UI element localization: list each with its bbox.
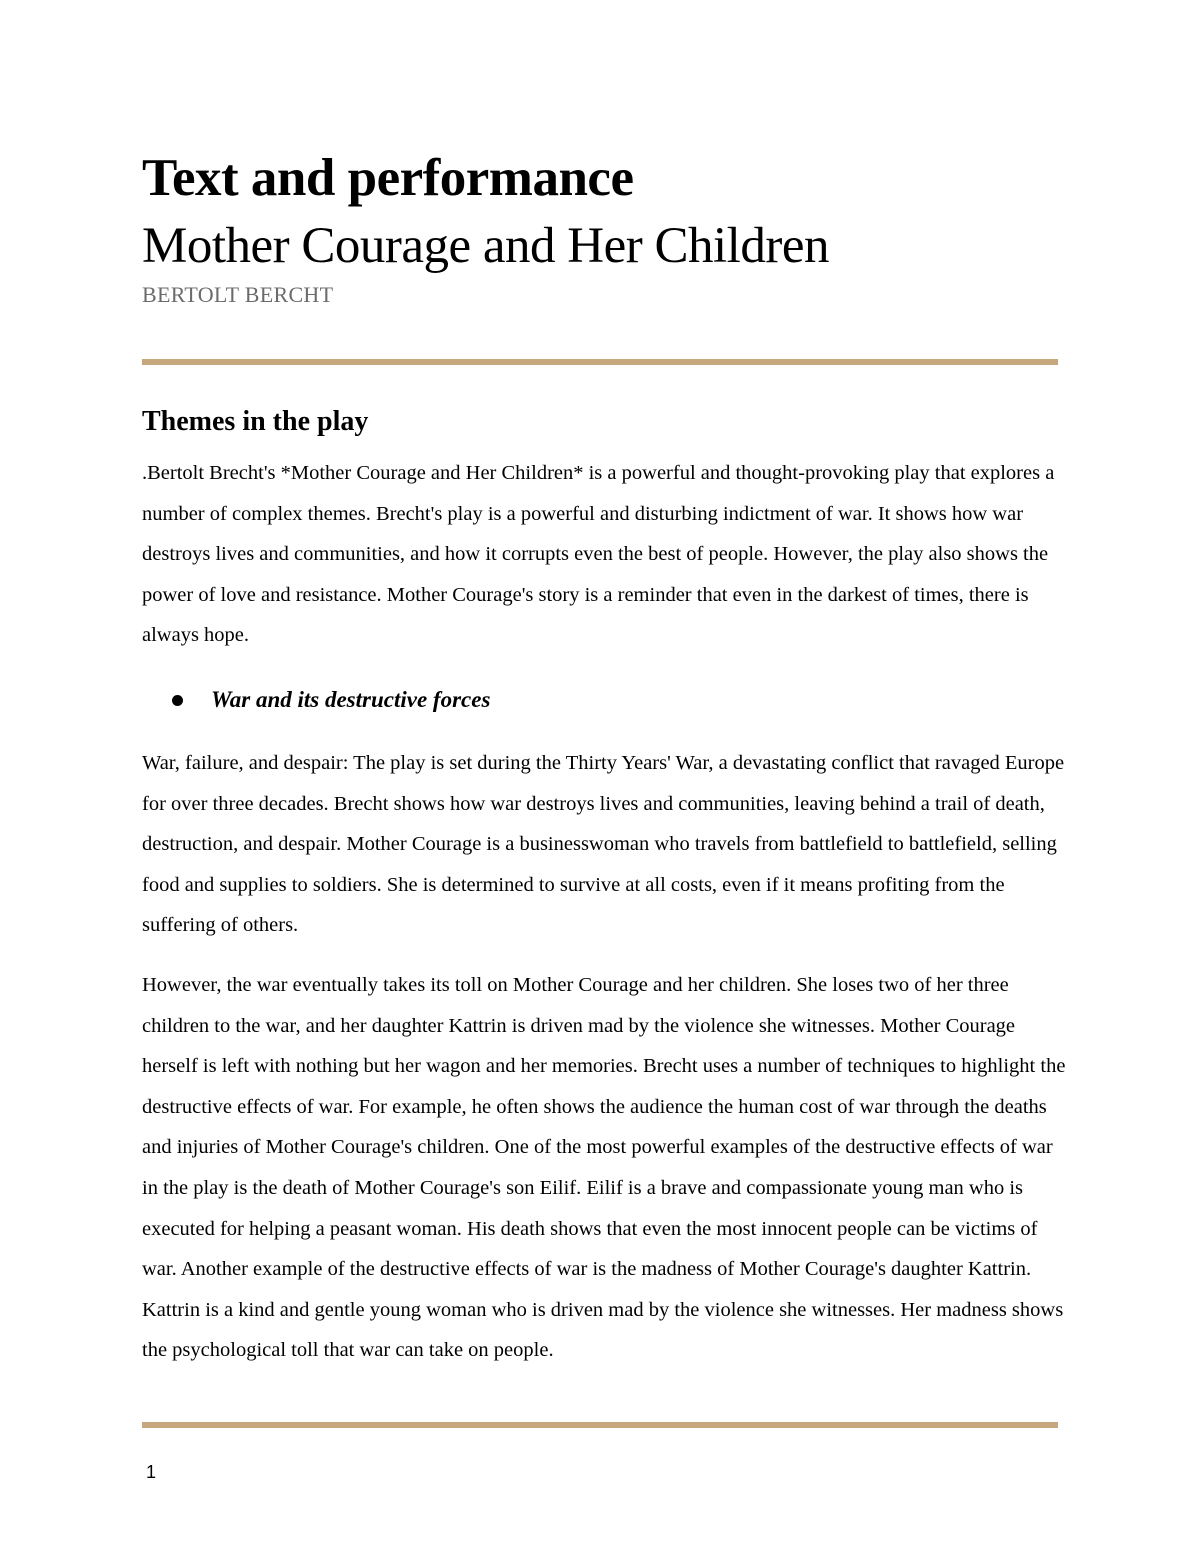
document-title: Text and performance [142, 149, 634, 207]
body-paragraph-3: However, the war eventually takes its toll on Mother Courage and her children. She loses two of her three children to the war, and her daughter Kattrin is driven mad by the violence she witnesses. Mother Courage herself is left with nothing but her wagon and her memories. Brecht uses a number of techniques to highlight the destructive effects of war. For example, he often shows the audience the human cost of war through the deaths and injuries of Mother Courage's children. One of the most powerful examples of the destructive effects of war in the play is the death of Mother Courage's son Eilif. Eilif is a brave and compassionate young man who is executed for helping a peasant woman. His death shows that even the most innocent people can be victims of war. Another example of the destructive effects of war is the madness of Mother Courage's daughter Kattrin. Kattrin is a kind and gentle young woman who is driven mad by the violence she witnesses. Her madness shows the psychological toll that war can take on people. [142, 974, 1066, 1362]
bullet-item [172, 682, 490, 718]
section-heading: Themes in the play [142, 406, 369, 437]
bullet-icon [172, 695, 183, 706]
intro-paragraph: .Bertolt Brecht's *Mother Courage and Her Children* is a powerful and thought-provoking play that explores a number of complex themes. Brecht's play is a powerful and disturbing indictment of war. It shows how war destroys lives and communities, and how it corrupts even the best of people. However, the play also shows the power of love and resistance. Mother Courage's story is a reminder that even in the darkest of times, there is always hope. [142, 462, 1055, 647]
author-name: BERTOLT BERCHT [142, 282, 334, 307]
bottom-divider [142, 1422, 1058, 1428]
body-paragraph-2: War, failure, and despair: The play is set during the Thirty Years' War, a devastating conflict that ravaged Europe for over three decades. Brecht shows how war destroys lives and communities, leaving behind a trail of death, destruction, and despair. Mother Courage is a businesswoman who travels from battlefield to battlefield, selling food and supplies to soldiers. She is determined to survive at all costs, even if it means profiting from the suffering of others. [142, 752, 1065, 937]
page-number: 1 [146, 1462, 157, 1482]
bullet-heading: War and its destructive forces [211, 687, 491, 712]
document-subtitle: Mother Courage and Her Children [142, 218, 829, 274]
top-divider [142, 359, 1058, 365]
